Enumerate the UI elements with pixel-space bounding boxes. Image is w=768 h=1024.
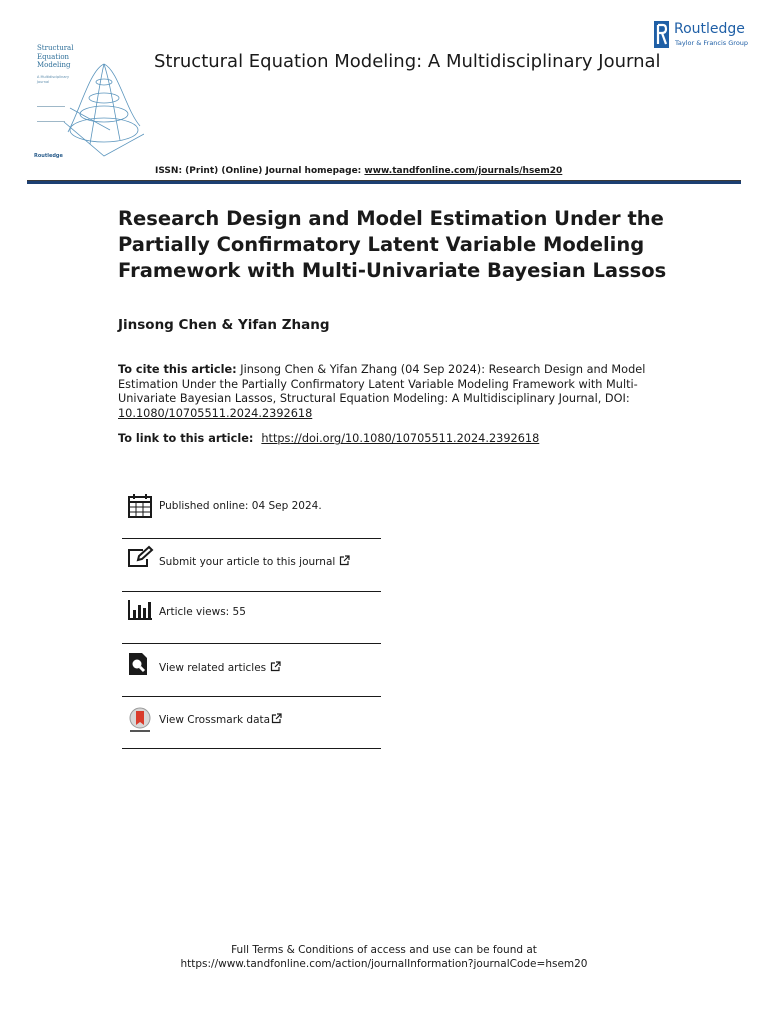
citation-label: To cite this article: <box>118 363 237 376</box>
header-divider-accent <box>27 181 741 184</box>
crossmark-label: View Crossmark data <box>159 714 271 726</box>
issn-label: ISSN: (Print) (Online) Journal homepage: <box>155 166 365 176</box>
cover-title: Structural Equation Modeling <box>37 44 74 69</box>
journal-cover-thumbnail[interactable] <box>32 40 144 170</box>
calendar-icon <box>126 492 154 520</box>
article-views-text: Article views: 55 <box>159 606 246 618</box>
info-divider <box>122 538 381 539</box>
search-document-icon <box>126 651 154 679</box>
journal-title: Structural Equation Modeling: A Multidisciplinary Journal <box>154 51 661 72</box>
submit-article-label: Submit your article to this journal <box>159 556 336 568</box>
info-divider <box>122 748 381 749</box>
article-link-label: To link to this article: <box>118 432 258 445</box>
publisher-name: Routledge <box>674 21 745 37</box>
article-title: Research Design and Model Estimation Under the Partially Confirmatory Latent Variable Modeling Framework with Multi-Univariate Bayesian Lassos <box>118 207 667 282</box>
submit-article-row[interactable] <box>122 545 380 595</box>
cover-subtitle: A Multidisciplinary Journal <box>37 75 70 84</box>
bar-chart-icon <box>126 598 154 626</box>
related-articles-row[interactable] <box>122 651 380 701</box>
crossmark-row[interactable] <box>122 703 380 753</box>
routledge-logo-icon <box>654 21 669 48</box>
related-articles-link[interactable] <box>159 661 281 674</box>
submit-edit-icon <box>126 545 154 573</box>
issn-line <box>155 166 562 176</box>
publisher-logo[interactable] <box>654 21 750 49</box>
related-articles-label: View related articles <box>159 662 267 674</box>
citation-block <box>118 363 658 421</box>
terms-url[interactable]: https://www.tandfonline.com/action/journalInformation?journalCode=hsem20 <box>180 958 588 970</box>
terms-footer <box>0 943 768 971</box>
external-link-icon <box>270 661 281 672</box>
citation-doi-link[interactable]: 10.1080/10705511.2024.2392618 <box>118 406 313 420</box>
external-link-icon <box>271 713 282 724</box>
external-link-icon <box>339 555 350 566</box>
crossmark-icon <box>126 706 154 734</box>
info-divider <box>122 696 381 697</box>
article-doi-link[interactable]: https://doi.org/10.1080/10705511.2024.2392618 <box>261 432 540 445</box>
article-views-row <box>122 598 380 648</box>
terms-text: Full Terms & Conditions of access and use can be found at <box>231 944 537 956</box>
cover-surface-illustration <box>60 60 144 160</box>
published-online-row <box>122 492 380 542</box>
article-link-line <box>118 432 539 445</box>
info-divider <box>122 643 381 644</box>
article-authors: Jinsong Chen & Yifan Zhang <box>118 317 330 333</box>
submit-article-link[interactable] <box>159 555 350 568</box>
published-online-text: Published online: 04 Sep 2024. <box>159 500 322 512</box>
journal-homepage-link[interactable]: www.tandfonline.com/journals/hsem20 <box>364 166 563 176</box>
info-divider <box>122 591 381 592</box>
cover-publisher-logo: Routledge <box>34 153 63 159</box>
publisher-group: Taylor & Francis Group <box>675 39 749 47</box>
crossmark-link[interactable] <box>159 713 282 726</box>
citation-text: Jinsong Chen & Yifan Zhang (04 Sep 2024): Research Design and Model Estimation Under the Partially Confirmatory Latent Variable Modeling Framework with Multi-Univariate Bayesian Lassos, Structural Equation Modeling: A Multidisciplinary Journal, DOI: <box>118 363 646 406</box>
